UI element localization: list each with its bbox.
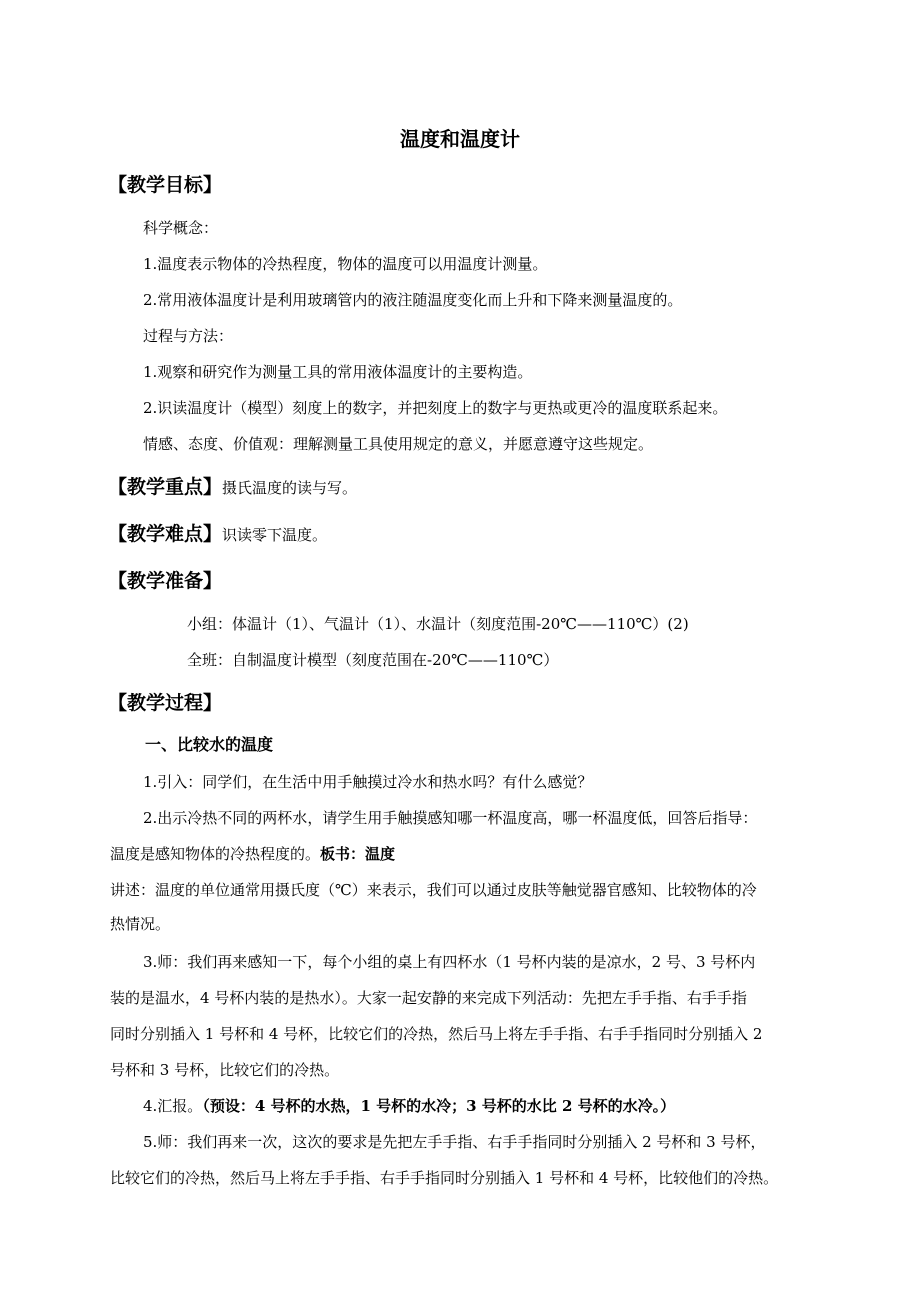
paragraph-3-line-1: 3.师：我们再来感知一下，每个小组的桌上有四杯水（1 号杯内装的是凉水，2 号、3 号杯内 — [143, 953, 756, 971]
paragraph-2-line-3: 讲述：温度的单位通常用摄氏度（℃）来表示，我们可以通过皮肤等触觉器官感知、比较物体的冷 — [110, 881, 757, 899]
paragraph-3-line-4: 号杯和 3 号杯，比较它们的冷热。 — [110, 1061, 340, 1079]
paragraph-3-line-3: 同时分别插入 1 号杯和 4 号杯，比较它们的冷热，然后马上将左手手指、右手手指同时分别插入 2 — [110, 1025, 763, 1043]
goals-heading: 【教学目标】 — [108, 174, 223, 196]
preparation-heading: 【教学准备】 — [108, 570, 223, 592]
board-note: 板书：温度 — [320, 845, 396, 863]
difficulty-row — [108, 521, 327, 548]
preparation-class: 全班：自制温度计模型（刻度范围在-20℃——110℃） — [187, 651, 559, 669]
attitude-text: 情感、态度、价值观：理解测量工具使用规定的意义，并愿意遵守这些规定。 — [143, 435, 654, 453]
difficulty-text: 识读零下温度。 — [222, 526, 328, 544]
document-title: 温度和温度计 — [400, 127, 520, 151]
concept-item-1: 1.温度表示物体的冷热程度，物体的温度可以用温度计测量。 — [143, 255, 548, 273]
preparation-group: 小组：体温计（1）、气温计（1）、水温计（刻度范围-20℃——110℃）(2) — [187, 615, 689, 633]
process-heading: 【教学过程】 — [108, 692, 223, 714]
paragraph-2-line-2 — [110, 844, 395, 864]
paragraph-5-line-2: 比较它们的冷热，然后马上将左手手指、右手手指同时分别插入 1 号杯和 4 号杯，比较他们的冷热。 — [110, 1169, 779, 1187]
key-point-row — [108, 474, 357, 501]
paragraph-4 — [143, 1096, 675, 1116]
concept-label: 科学概念： — [143, 219, 219, 237]
paragraph-5-line-1: 5.师：我们再来一次，这次的要求是先把左手手指、右手手指同时分别插入 2 号杯和 3 号杯， — [143, 1133, 766, 1151]
key-point-heading: 【教学重点】 — [108, 476, 223, 498]
difficulty-heading: 【教学难点】 — [108, 523, 223, 545]
concept-item-2: 2.常用液体温度计是利用玻璃管内的液注随温度变化而上升和下降来测量温度的。 — [143, 291, 683, 309]
paragraph-2-line-1: 2.出示冷热不同的两杯水，请学生用手触摸感知哪一杯温度高，哪一杯温度低，回答后指导： — [143, 809, 758, 827]
method-item-2: 2.识读温度计（模型）刻度上的数字，并把刻度上的数字与更热或更冷的温度联系起来。 — [143, 399, 728, 417]
key-point-text: 摄氏温度的读与写。 — [222, 479, 358, 497]
paragraph-2-line-4: 热情况。 — [110, 915, 171, 933]
report-label: 4.汇报。 — [143, 1097, 203, 1115]
section-heading-1: 一、比较水的温度 — [145, 735, 274, 754]
report-preset: （预设：4 号杯的水热，1 号杯的水冷；3 号杯的水比 2 号杯的水冷。） — [202, 1097, 676, 1115]
paragraph-1: 1.引入：同学们，在生活中用手触摸过冷水和热水吗？有什么感觉？ — [143, 773, 593, 791]
method-label: 过程与方法： — [143, 327, 234, 345]
method-item-1: 1.观察和研究作为测量工具的常用液体温度计的主要构造。 — [143, 363, 533, 381]
paragraph-2-text: 温度是感知物体的冷热程度的。 — [110, 845, 321, 863]
paragraph-3-line-2: 装的是温水，4 号杯内装的是热水）。大家一起安静的来完成下列活动：先把左手手指、右手手指 — [110, 989, 747, 1007]
